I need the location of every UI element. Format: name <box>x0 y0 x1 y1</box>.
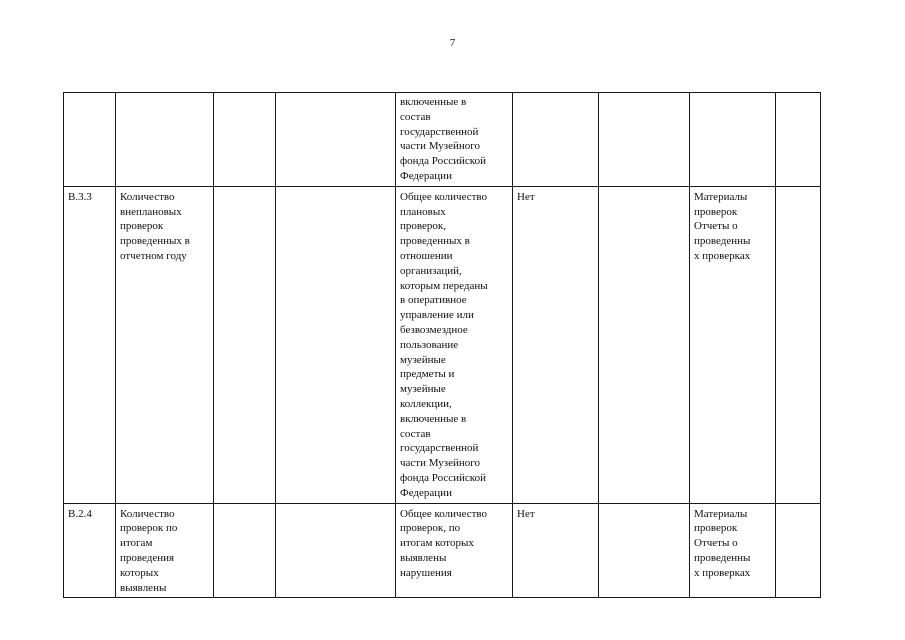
empty-cell <box>776 186 821 503</box>
indicators-table <box>63 92 821 598</box>
source-cell <box>690 93 776 187</box>
code-cell: В.3.3 <box>64 186 116 503</box>
indicator-name-cell <box>116 93 214 187</box>
empty-cell <box>214 503 276 598</box>
empty-cell <box>776 93 821 187</box>
page-number: 7 <box>449 37 456 49</box>
empty-cell <box>276 503 396 598</box>
code-cell: В.2.4 <box>64 503 116 598</box>
empty-cell <box>776 503 821 598</box>
table-row <box>64 186 821 503</box>
source-cell: Материалы проверок Отчеты о проведенны х проверках <box>690 503 776 598</box>
empty-cell <box>214 186 276 503</box>
indicator-name-cell: Количество внеплановых проверок проведенных в отчетном году <box>116 186 214 503</box>
empty-cell <box>599 503 690 598</box>
value-cell: Нет <box>513 503 599 598</box>
empty-cell <box>276 186 396 503</box>
table-row <box>64 93 821 187</box>
empty-cell <box>276 93 396 187</box>
description-cell: Общее количество проверок, по итогам которых выявлены нарушения <box>396 503 513 598</box>
empty-cell <box>214 93 276 187</box>
value-cell: Нет <box>513 186 599 503</box>
description-cell: Общее количество плановых проверок, проведенных в отношении организаций, которым переданы в оперативное управление или безвозмездное пользование музейные предметы и музейные коллекции, включенные в состав государственной части Музейного фонда Российской Федерации <box>396 186 513 503</box>
description-cell: включенные в состав государственной части Музейного фонда Российской Федерации <box>396 93 513 187</box>
empty-cell <box>599 93 690 187</box>
code-cell <box>64 93 116 187</box>
empty-cell <box>599 186 690 503</box>
indicator-name-cell: Количество проверок по итогам проведения которых выявлены <box>116 503 214 598</box>
value-cell <box>513 93 599 187</box>
table-row <box>64 503 821 598</box>
source-cell: Материалы проверок Отчеты о проведенны х проверках <box>690 186 776 503</box>
